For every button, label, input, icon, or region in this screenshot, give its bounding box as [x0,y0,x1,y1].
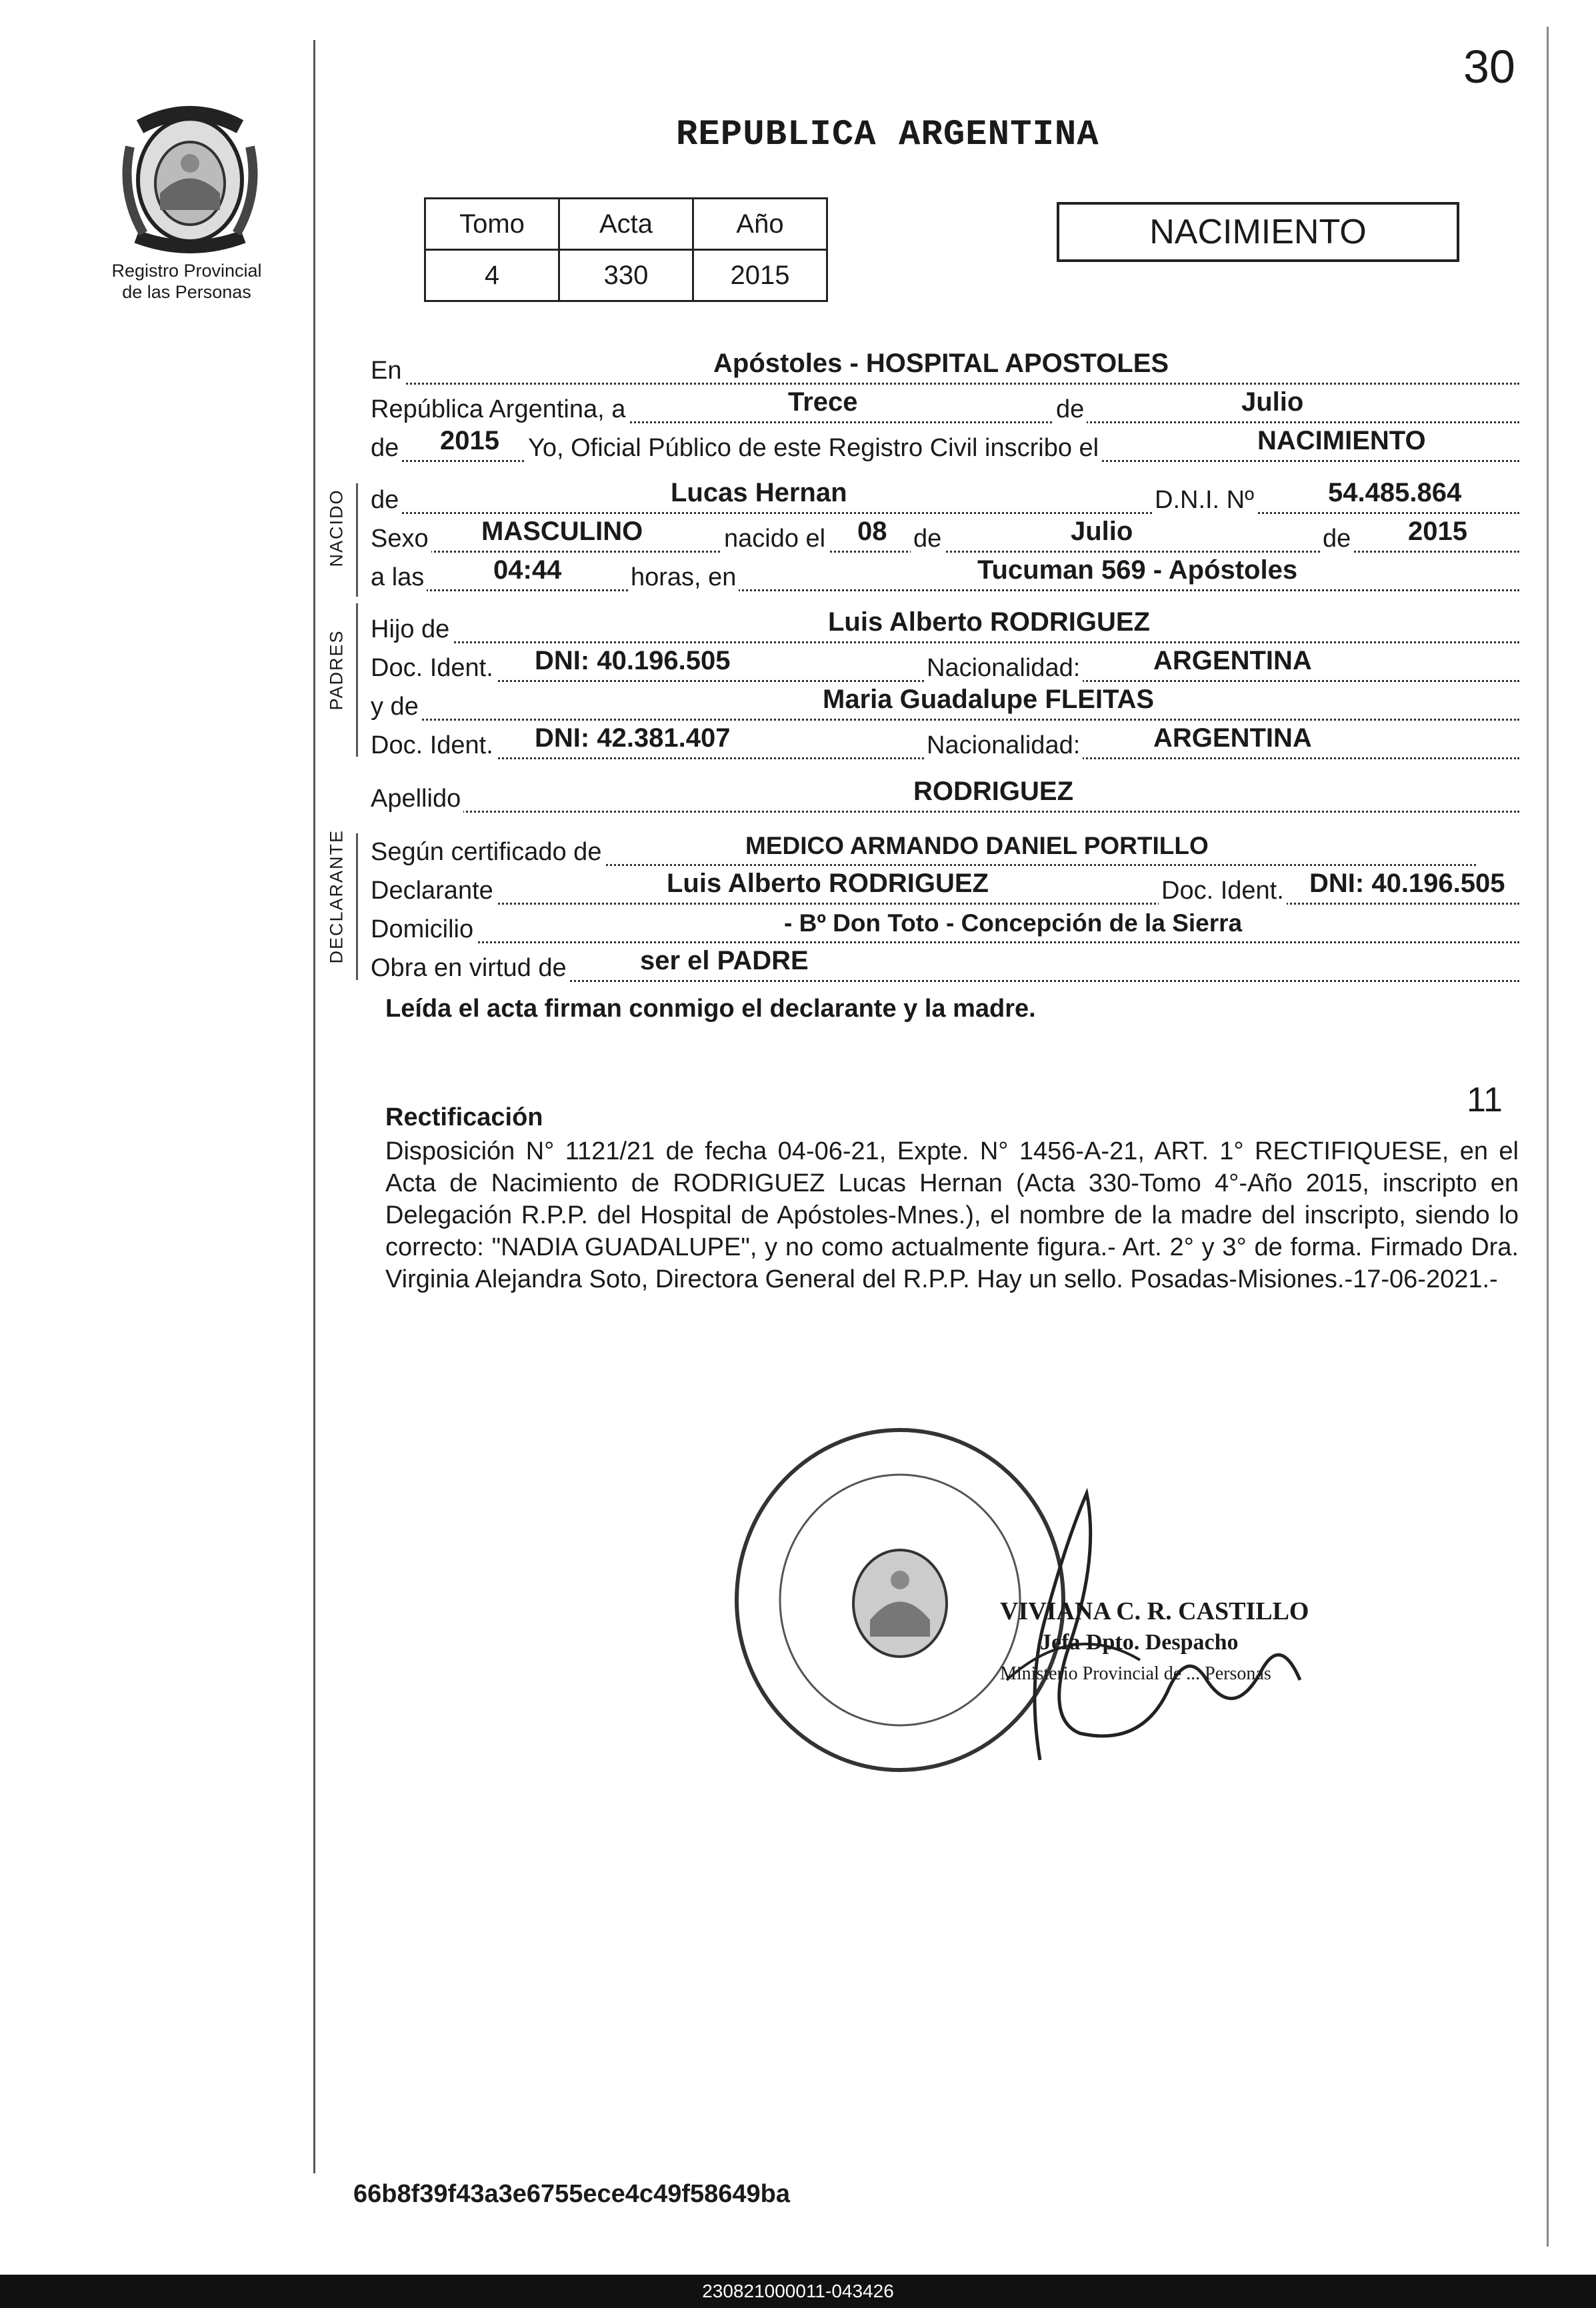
line-hijo-de [371,604,1519,643]
value-birth-day: 08 [857,517,887,546]
signature [967,1480,1313,1777]
stamp-officer-name: VIVIANA C. R. CASTILLO [1000,1597,1309,1625]
declarante-bracket [356,833,358,980]
label-father-nat: Nacionalidad: [924,654,1083,683]
right-margin-line [1547,27,1549,2247]
stamp-officer-title: Jefa Dpto. Despacho [1040,1630,1239,1655]
line-republica [371,384,1519,423]
line-domicilio [371,904,1519,943]
value-sexo: MASCULINO [481,517,643,546]
label-mother-doc: Doc. Ident. [371,731,496,760]
label-de: de [371,486,401,515]
label-horas: horas, en [628,563,739,592]
line-obra [371,943,1519,982]
label-apellido: Apellido [371,785,463,813]
stamp-organization: Ministerio Provincial de ... Personas [1000,1663,1271,1684]
left-margin-line [313,40,315,2173]
label-declarante-doc: Doc. Ident. [1159,877,1287,905]
line-mother-doc [371,720,1519,759]
label-domicilio: Domicilio [371,915,476,944]
closing-statement: Leída el acta firman conmigo el declarante y la madre. [385,995,1036,1023]
nacido-bracket [356,483,358,597]
value-birth-place: Tucuman 569 - Apóstoles [977,555,1298,585]
value-time: 04:44 [493,555,562,585]
label-oficial: Yo, Oficial Público de este Registro Civil inscribo el [525,434,1101,463]
value-certificado: MEDICO ARMANDO DANIEL PORTILLO [745,832,1209,859]
label-obra: Obra en virtud de [371,954,569,983]
value-day: Trece [788,387,858,417]
document-code-bar: 230821000011-043426 [0,2275,1596,2308]
value-apellido: RODRIGUEZ [913,777,1073,806]
label-de-2: de [911,525,944,553]
value-declarante: Luis Alberto RODRIGUEZ [667,869,989,898]
header-ano: Año [693,199,827,250]
value-year: 2015 [440,426,499,455]
value-tomo: 4 [425,250,559,301]
label-de-month: de [1053,395,1087,424]
value-birth-month: Julio [1071,517,1133,546]
tomo-acta-ano-table [424,197,828,302]
line-year [371,423,1519,462]
country-title: REPUBLICA ARGENTINA [676,115,1099,155]
line-y-de [371,681,1519,721]
registry-line-2: de las Personas [122,282,251,302]
label-y-de: y de [371,693,421,721]
value-obra: ser el PADRE [640,946,809,975]
value-father-nat: ARGENTINA [1153,646,1312,675]
header-acta: Acta [559,199,693,250]
province-logo [113,100,267,257]
line-certificado [371,827,1476,866]
line-en [371,345,1519,385]
section-padres-label: PADRES [326,629,347,711]
line-apellido [371,773,1519,813]
value-dni: 54.485.864 [1328,478,1462,507]
label-nacido-el: nacido el [721,525,828,553]
label-de-3: de [1320,525,1353,553]
label-a-las: a las [371,563,427,592]
label-hijo-de: Hijo de [371,615,452,644]
table-header-row [425,199,827,250]
line-father-doc [371,643,1519,682]
page-number: 30 [1463,41,1515,93]
label-de-year: de [371,434,401,463]
value-declarante-doc: DNI: 40.196.505 [1309,869,1505,898]
value-month: Julio [1241,387,1304,417]
value-mother-doc: DNI: 42.381.407 [535,723,731,753]
value-name: Lucas Hernan [671,478,847,507]
value-birth-year: 2015 [1408,517,1467,546]
label-certificado: Según certificado de [371,838,604,867]
line-hora [371,552,1519,591]
label-dni: D.N.I. Nº [1152,486,1257,515]
label-sexo: Sexo [371,525,431,553]
padres-bracket [356,603,358,757]
value-acta: 330 [559,250,693,301]
label-declarante: Declarante [371,877,496,905]
table-value-row [425,250,827,301]
line-declarante [371,865,1519,905]
rectification-body: Disposición N° 1121/21 de fecha 04-06-21, Expte. N° 1456-A-21, ART. 1° RECTIFIQUESE, en el Acta de Nacimiento de RODRIGUEZ Lucas Hernan (Acta 330-Tomo 4°-Año 2015, inscripto en Delegación R.P.P. del Hospital de Apóstoles-Mnes.), el nombre de la madre del inscripto, siendo lo correcto: "NADIA GUADALUPE", y no como actualmente figura.- Art. 2° y 3° de forma. Firmado Dra. Virginia Alejandra Soto, Directora General del R.P.P. Hay un sello. Posadas-Misiones.-17-06-2021.- [385,1137,1519,1293]
line-sexo [371,513,1519,553]
line-nacido-name [371,475,1519,514]
value-father-doc: DNI: 40.196.505 [535,646,731,675]
rectification-number: 11 [1467,1081,1503,1119]
section-declarante-label: DECLARANTE [326,829,347,964]
value-father-name: Luis Alberto RODRIGUEZ [828,607,1150,637]
value-place: Apóstoles - HOSPITAL APOSTOLES [713,349,1169,378]
registry-name [93,260,280,303]
label-republica: República Argentina, a [371,395,628,424]
rectification-title: Rectificación [385,1103,543,1131]
label-father-doc: Doc. Ident. [371,654,496,683]
document-type-box: NACIMIENTO [1057,202,1459,262]
value-inscribo: NACIMIENTO [1257,426,1426,455]
header-tomo: Tomo [425,199,559,250]
value-mother-nat: ARGENTINA [1153,723,1312,753]
section-nacido-label: NACIDO [326,489,347,567]
label-mother-nat: Nacionalidad: [924,731,1083,760]
label-en: En [371,357,404,385]
value-domicilio: - Bº Don Toto - Concepción de la Sierra [784,909,1243,937]
registry-line-1: Registro Provincial [111,261,262,281]
document-hash: 66b8f39f43a3e6755ece4c49f58649ba [353,2180,790,2208]
value-ano: 2015 [693,250,827,301]
value-mother-name: Maria Guadalupe FLEITAS [823,685,1155,714]
